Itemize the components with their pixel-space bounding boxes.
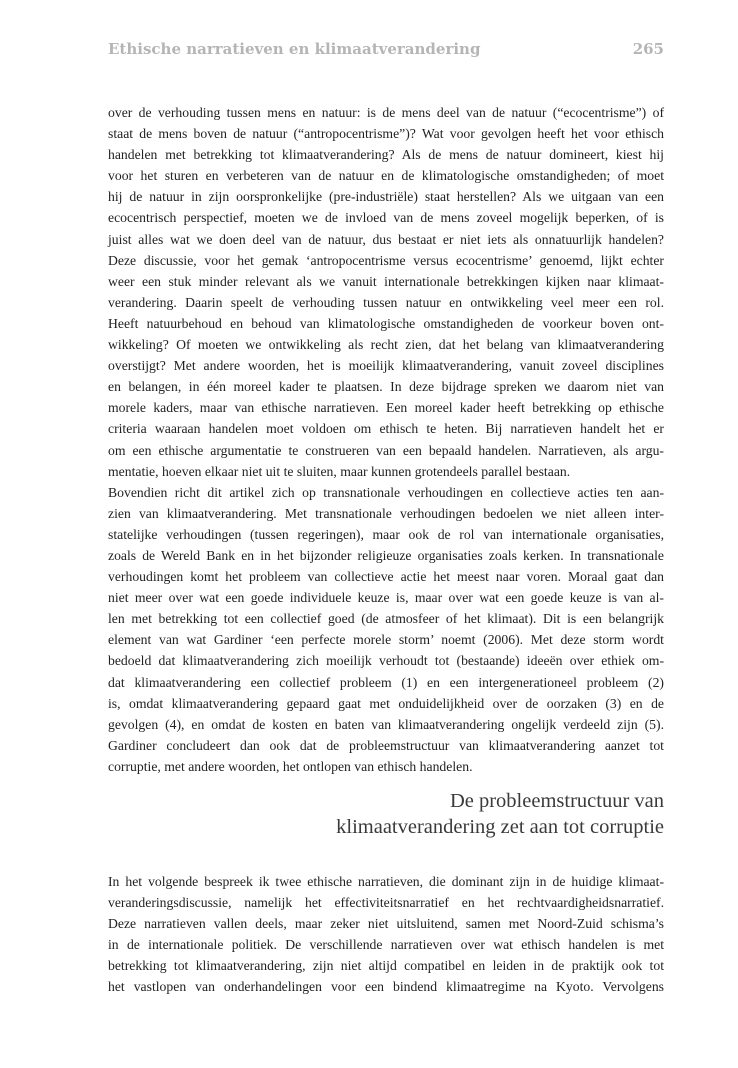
running-header bbox=[108, 40, 664, 64]
text-line: morele kaders, maar van ethische narratieven. Een moreel kader heeft betrekking op ethische bbox=[108, 400, 664, 416]
text-line: om een ethische argumentatie te construeren van een bepaald handelen. Narratieven, als argu- bbox=[108, 442, 664, 458]
text-line: over de verhouding tussen mens en natuur: is de mens deel van de natuur (“ecocentrisme”) of bbox=[108, 105, 664, 120]
page-number: 265 bbox=[632, 40, 664, 58]
paragraph bbox=[108, 871, 664, 998]
text-line: Bovendien richt dit artikel zich op transnationale verhoudingen en collectieve acties ten aan- bbox=[108, 484, 664, 500]
text-line: In het volgende bespreek ik twee ethische narratieven, die dominant zijn in de huidige klimaat- bbox=[108, 874, 664, 889]
text-line: hij de natuur in zijn oorspronkelijke (pre-industriële) staat herstellen? Als we uitgaan van een bbox=[108, 189, 664, 205]
paragraph bbox=[108, 482, 664, 777]
text-line: voor het sturen en verbeteren van de natuur en de klimatologische omstandigheden; of moet bbox=[108, 168, 664, 184]
text-line: niet meer over wat een goede individuele keuze is, maar over wat een goede keuze is van al- bbox=[108, 590, 664, 606]
text-line: verandering. Daarin speelt de verhouding tussen natuur en ontwikkeling veel meer een rol. bbox=[108, 294, 664, 310]
text-line: mentatie, hoeven elkaar niet uit te sluiten, maar kunnen grotendeels parallel bestaan. bbox=[108, 463, 571, 479]
text-line: Deze narratieven vallen deels, maar zeker niet uitsluitend, samen met Noord-Zuid schisma’s bbox=[108, 916, 664, 932]
text-line: en belangen, in één moreel kader te plaatsen. In deze bijdrage spreken we daarom niet van bbox=[108, 379, 664, 395]
text-line: weer een stuk minder relevant als we vanuit internationale betrekkingen kijken naar klimaat- bbox=[108, 273, 664, 289]
text-line: staat de mens boven de natuur (“antropocentrisme”)? Wat voor gevolgen heeft het voor ethisch bbox=[108, 126, 664, 142]
section-heading-line: klimaatverandering zet aan tot corruptie bbox=[336, 816, 664, 838]
text-line: overstijgt? Met andere woorden, het is moeilijk klimaatverandering, vanuit zoveel disciplines bbox=[108, 358, 664, 374]
text-line: criteria waaraan handelen moet voldoen om ethisch te heten. Bij narratieven handelt het er bbox=[108, 421, 664, 437]
text-line: juist alles wat we doen deel van de natuur, dus bestaat er niet iets als onnatuurlijk handelen? bbox=[108, 231, 664, 247]
text-line: zoals de Wereld Bank en in het bijzonder religieuze organisaties zoals kerken. In transnationale bbox=[108, 547, 664, 563]
text-line: dat klimaatverandering een collectief probleem (1) en een intergenerationeel probleem (2) bbox=[108, 674, 664, 690]
text-line: element van wat Gardiner ‘een perfecte morele storm’ noemt (2006). Met deze storm wordt bbox=[108, 632, 664, 648]
text-line: is, omdat klimaatverandering gepaard gaat met onduidelijkheid over de oorzaken (3) en de bbox=[108, 695, 664, 711]
section-heading-line: De probleemstructuur van bbox=[449, 790, 664, 812]
text-line: bedoeld dat klimaatverandering zich moeilijk verhoudt tot (bestaande) ideeën over ethiek om- bbox=[108, 653, 664, 669]
text-line: het vastlopen van onderhandelingen voor een bindend klimaatregime na Kyoto. Vervolgens bbox=[108, 979, 664, 995]
text-line: gevolgen (4), en omdat de kosten en baten van klimaatverandering ongelijk verdeeld zijn (5). bbox=[108, 716, 664, 732]
text-line: len met betrekking tot een collectief goed (de atmosfeer of het klimaat). Dit is een belangrijk bbox=[108, 611, 664, 627]
text-line: corruptie, met andere woorden, het ontlopen van ethisch handelen. bbox=[108, 758, 473, 774]
text-line: Gardiner concludeert dan ook dat de probleemstructuur van klimaatverandering aanzet tot bbox=[108, 737, 664, 753]
text-line: zien van klimaatverandering. Met transnationale verhoudingen bedoelen we niet alleen inter- bbox=[108, 505, 664, 521]
text-line: Heeft natuurbehoud en behoud van klimatologische omstandigheden de voorkeur boven ont- bbox=[108, 315, 664, 331]
text-line: betrekking tot klimaatverandering, zijn niet altijd compatibel en leiden in de praktijk ook tot bbox=[108, 958, 664, 974]
paragraph bbox=[108, 102, 664, 482]
running-title: Ethische narratieven en klimaatverandering bbox=[108, 40, 481, 58]
body-text-block bbox=[108, 871, 664, 998]
text-line: in de internationale politiek. De verschillende narratieven over wat ethisch handelen is met bbox=[108, 937, 664, 953]
text-line: wikkeling? Of moeten we ontwikkeling als recht zien, dat het belang van klimaatverandering bbox=[108, 337, 664, 353]
text-line: verhoudingen komt het probleem van collectieve actie het meest naar voren. Moraal gaat dan bbox=[108, 569, 664, 585]
text-line: ecocentrisch perspectief, moeten we de invloed van de mens zoveel mogelijk beperken, of is bbox=[108, 210, 664, 226]
body-text-block bbox=[108, 102, 664, 777]
text-line: Deze discussie, voor het gemak ‘antropocentrisme versus ecocentrisme’ genoemd, lijkt echter bbox=[108, 252, 664, 268]
text-line: handelen met betrekking tot klimaatverandering? Als de mens de natuur domineert, kiest hij bbox=[108, 147, 664, 163]
text-line: statelijke verhoudingen (tussen regeringen), maar ook de rol van internationale organisaties, bbox=[108, 526, 664, 542]
text-line: veranderingsdiscussie, namelijk het effectiviteitsnarratief en het rechtvaardigheidsnarratief. bbox=[108, 895, 664, 911]
section-heading bbox=[108, 788, 664, 840]
